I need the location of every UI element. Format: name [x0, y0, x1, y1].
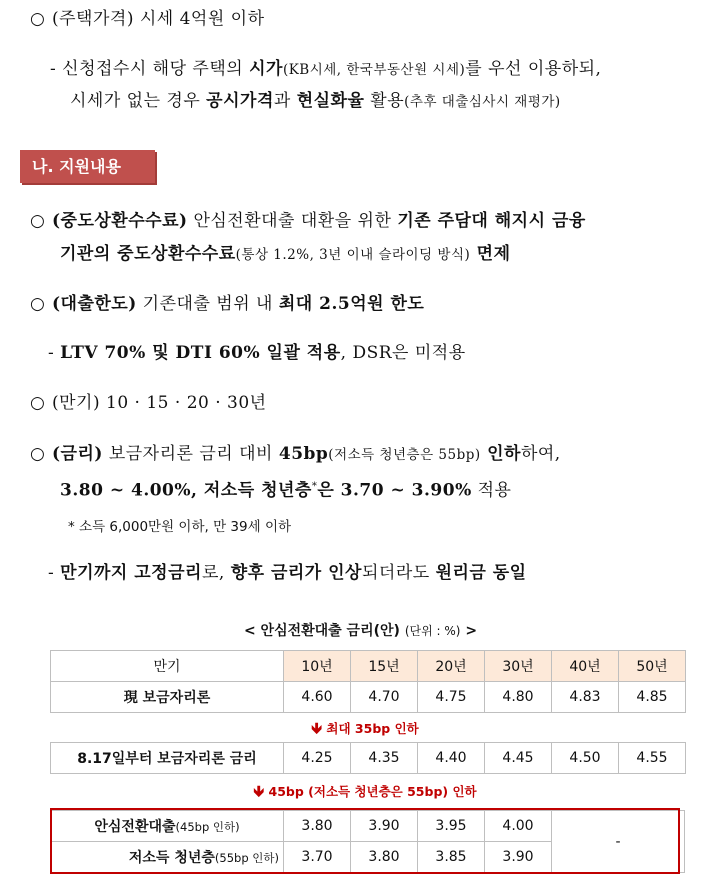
- text: 로,: [201, 563, 231, 583]
- down-arrow-icon: 🡻: [311, 719, 323, 737]
- header-year: 15년: [351, 651, 418, 682]
- row-label-main: 저소득 청년층: [128, 850, 215, 866]
- rate-cell: 4.25: [284, 743, 351, 774]
- table-header-row: [51, 651, 686, 682]
- text: 과: [273, 91, 297, 111]
- footnote-mark: *: [311, 481, 318, 492]
- emphasis: 기관의 중도상환수수료: [60, 244, 236, 264]
- note: (추후 대출심사시 재평가): [404, 94, 561, 110]
- rate-cell: 4.85: [619, 682, 686, 713]
- rate-line-1: [30, 443, 561, 466]
- header-year: 30년: [485, 651, 552, 682]
- rate-cell: 4.50: [552, 743, 619, 774]
- note-text: 최대 35bp 인하: [326, 721, 419, 736]
- note: (KB시세, 한국부동산원 시세): [282, 62, 466, 78]
- text: 활용: [364, 91, 405, 111]
- header-year: 20년: [418, 651, 485, 682]
- text: 를 우선 이용하되,: [465, 59, 602, 79]
- emphasis: (중도상환수수료): [52, 211, 188, 231]
- down-arrow-icon: 🡻: [253, 782, 265, 800]
- rate-cell: 4.00: [485, 811, 552, 842]
- caption-unit: (단위 : %): [404, 624, 461, 638]
- rate-line-2: [60, 476, 511, 502]
- emphasis: 원리금 동일: [435, 563, 527, 583]
- maturity-heading: (만기) 10 · 15 · 20 · 30년: [52, 393, 267, 413]
- rate-cell: 3.90: [351, 811, 418, 842]
- rate-table-top: [50, 650, 686, 713]
- row-label: 8.17일부터 보금자리론 금리: [51, 743, 284, 774]
- rate-cell: 4.55: [619, 743, 686, 774]
- section-heading-support: 나. 지원내용: [20, 150, 155, 183]
- emphasis: (대출한도): [52, 294, 137, 314]
- rate-table-middle: [50, 742, 686, 774]
- rate-cell: 4.45: [485, 743, 552, 774]
- highlight-box: [50, 808, 680, 874]
- rate-cell: 3.85: [418, 842, 485, 873]
- emphasis: 공시가격: [206, 91, 274, 111]
- emphasis: 3.80 ~ 4.00%, 저소득 청년층: [60, 480, 312, 501]
- rate-footnote: * 소득 6,000만원 이하, 만 39세 이하: [68, 519, 292, 535]
- circle-bullet-icon: ○: [30, 211, 46, 231]
- header-year: 50년: [619, 651, 686, 682]
- emphasis: 인하: [480, 444, 521, 464]
- table-row: [51, 682, 686, 713]
- emphasis: 시가: [249, 59, 283, 79]
- circle-bullet-icon: ○: [30, 444, 46, 464]
- circle-bullet-icon: ○: [30, 294, 46, 314]
- emphasis: 면제: [470, 244, 511, 264]
- maturity-line: [30, 392, 267, 414]
- price-sub-line-2: [70, 90, 561, 113]
- header-year: 10년: [284, 651, 351, 682]
- rate-cell: 4.80: [485, 682, 552, 713]
- fee-line-1: [30, 210, 586, 232]
- reduction-note-2: [50, 781, 680, 806]
- limit-sub-line: [48, 342, 466, 364]
- text: 시세가 없는 경우: [70, 91, 207, 111]
- note: (저소득 청년층은 55bp): [328, 447, 481, 463]
- rate-cell: 4.75: [418, 682, 485, 713]
- note: (통상 1.2%, 3년 이내 슬라이딩 방식): [235, 247, 471, 263]
- text: 기존대출 범위 내: [136, 294, 279, 314]
- na-cell: -: [552, 811, 685, 873]
- text: 되더라도: [361, 563, 436, 583]
- row-label-main: 안심전환대출: [94, 819, 176, 835]
- rate-cell: 4.35: [351, 743, 418, 774]
- rate-cell: 4.40: [418, 743, 485, 774]
- emphasis: 현실화율: [296, 91, 365, 111]
- emphasis: 향후 금리가 인상: [230, 563, 362, 583]
- row-label: 現 보금자리론: [51, 682, 284, 713]
- rate-cell: 3.70: [284, 842, 351, 873]
- dash-bullet: -: [48, 343, 55, 363]
- text: 적용: [471, 480, 512, 501]
- price-heading: (주택가격) 시세 4억원 이하: [52, 9, 265, 29]
- rate-cell: 3.90: [485, 842, 552, 873]
- text: , DSR은 미적용: [340, 343, 466, 363]
- table-row: [51, 743, 686, 774]
- circle-bullet-icon: ○: [30, 393, 46, 413]
- limit-heading-line: [30, 293, 424, 315]
- caption-end: >: [465, 623, 478, 639]
- fee-line-2: [60, 243, 511, 266]
- emphasis: LTV 70% 및 DTI 60% 일괄 적용: [60, 343, 341, 363]
- dash-bullet: -: [50, 59, 57, 79]
- rate-cell: 3.95: [418, 811, 485, 842]
- row-label-note: (45bp 인하): [175, 820, 240, 834]
- header-year: 40년: [552, 651, 619, 682]
- rate-cell: 4.70: [351, 682, 418, 713]
- rate-cell: 4.60: [284, 682, 351, 713]
- rate-fixed-line: [48, 562, 527, 584]
- circle-bullet-icon: ○: [30, 9, 46, 29]
- reduction-note-1: [50, 718, 680, 743]
- dash-bullet: -: [48, 563, 55, 583]
- emphasis: 은 3.70 ~ 3.90%: [317, 480, 472, 501]
- emphasis: 기존 주담대 해지시 금융: [397, 211, 586, 231]
- emphasis: 45bp: [278, 444, 329, 464]
- text: 하여,: [520, 444, 561, 464]
- emphasis: 만기까지 고정금리: [60, 563, 202, 583]
- text: 신청접수시 해당 주택의: [62, 59, 250, 79]
- emphasis: 최대 2.5억원 한도: [278, 294, 425, 314]
- price-sub-line-1: [50, 58, 601, 81]
- rate-cell: 3.80: [284, 811, 351, 842]
- header-label: 만기: [51, 651, 284, 682]
- rate-cell: 3.80: [351, 842, 418, 873]
- text: 안심전환대출 대환을 위한: [187, 211, 398, 231]
- text: 보금자리론 금리 대비: [102, 444, 279, 464]
- table-caption: [0, 620, 721, 640]
- caption-text: < 안심전환대출 금리(안): [243, 623, 400, 639]
- emphasis: (금리): [52, 444, 103, 464]
- row-label-note: (55bp 인하): [214, 851, 279, 865]
- rate-cell: 4.83: [552, 682, 619, 713]
- note-text: 45bp (저소득 청년층은 55bp) 인하: [268, 784, 477, 799]
- price-heading-line: [30, 8, 265, 30]
